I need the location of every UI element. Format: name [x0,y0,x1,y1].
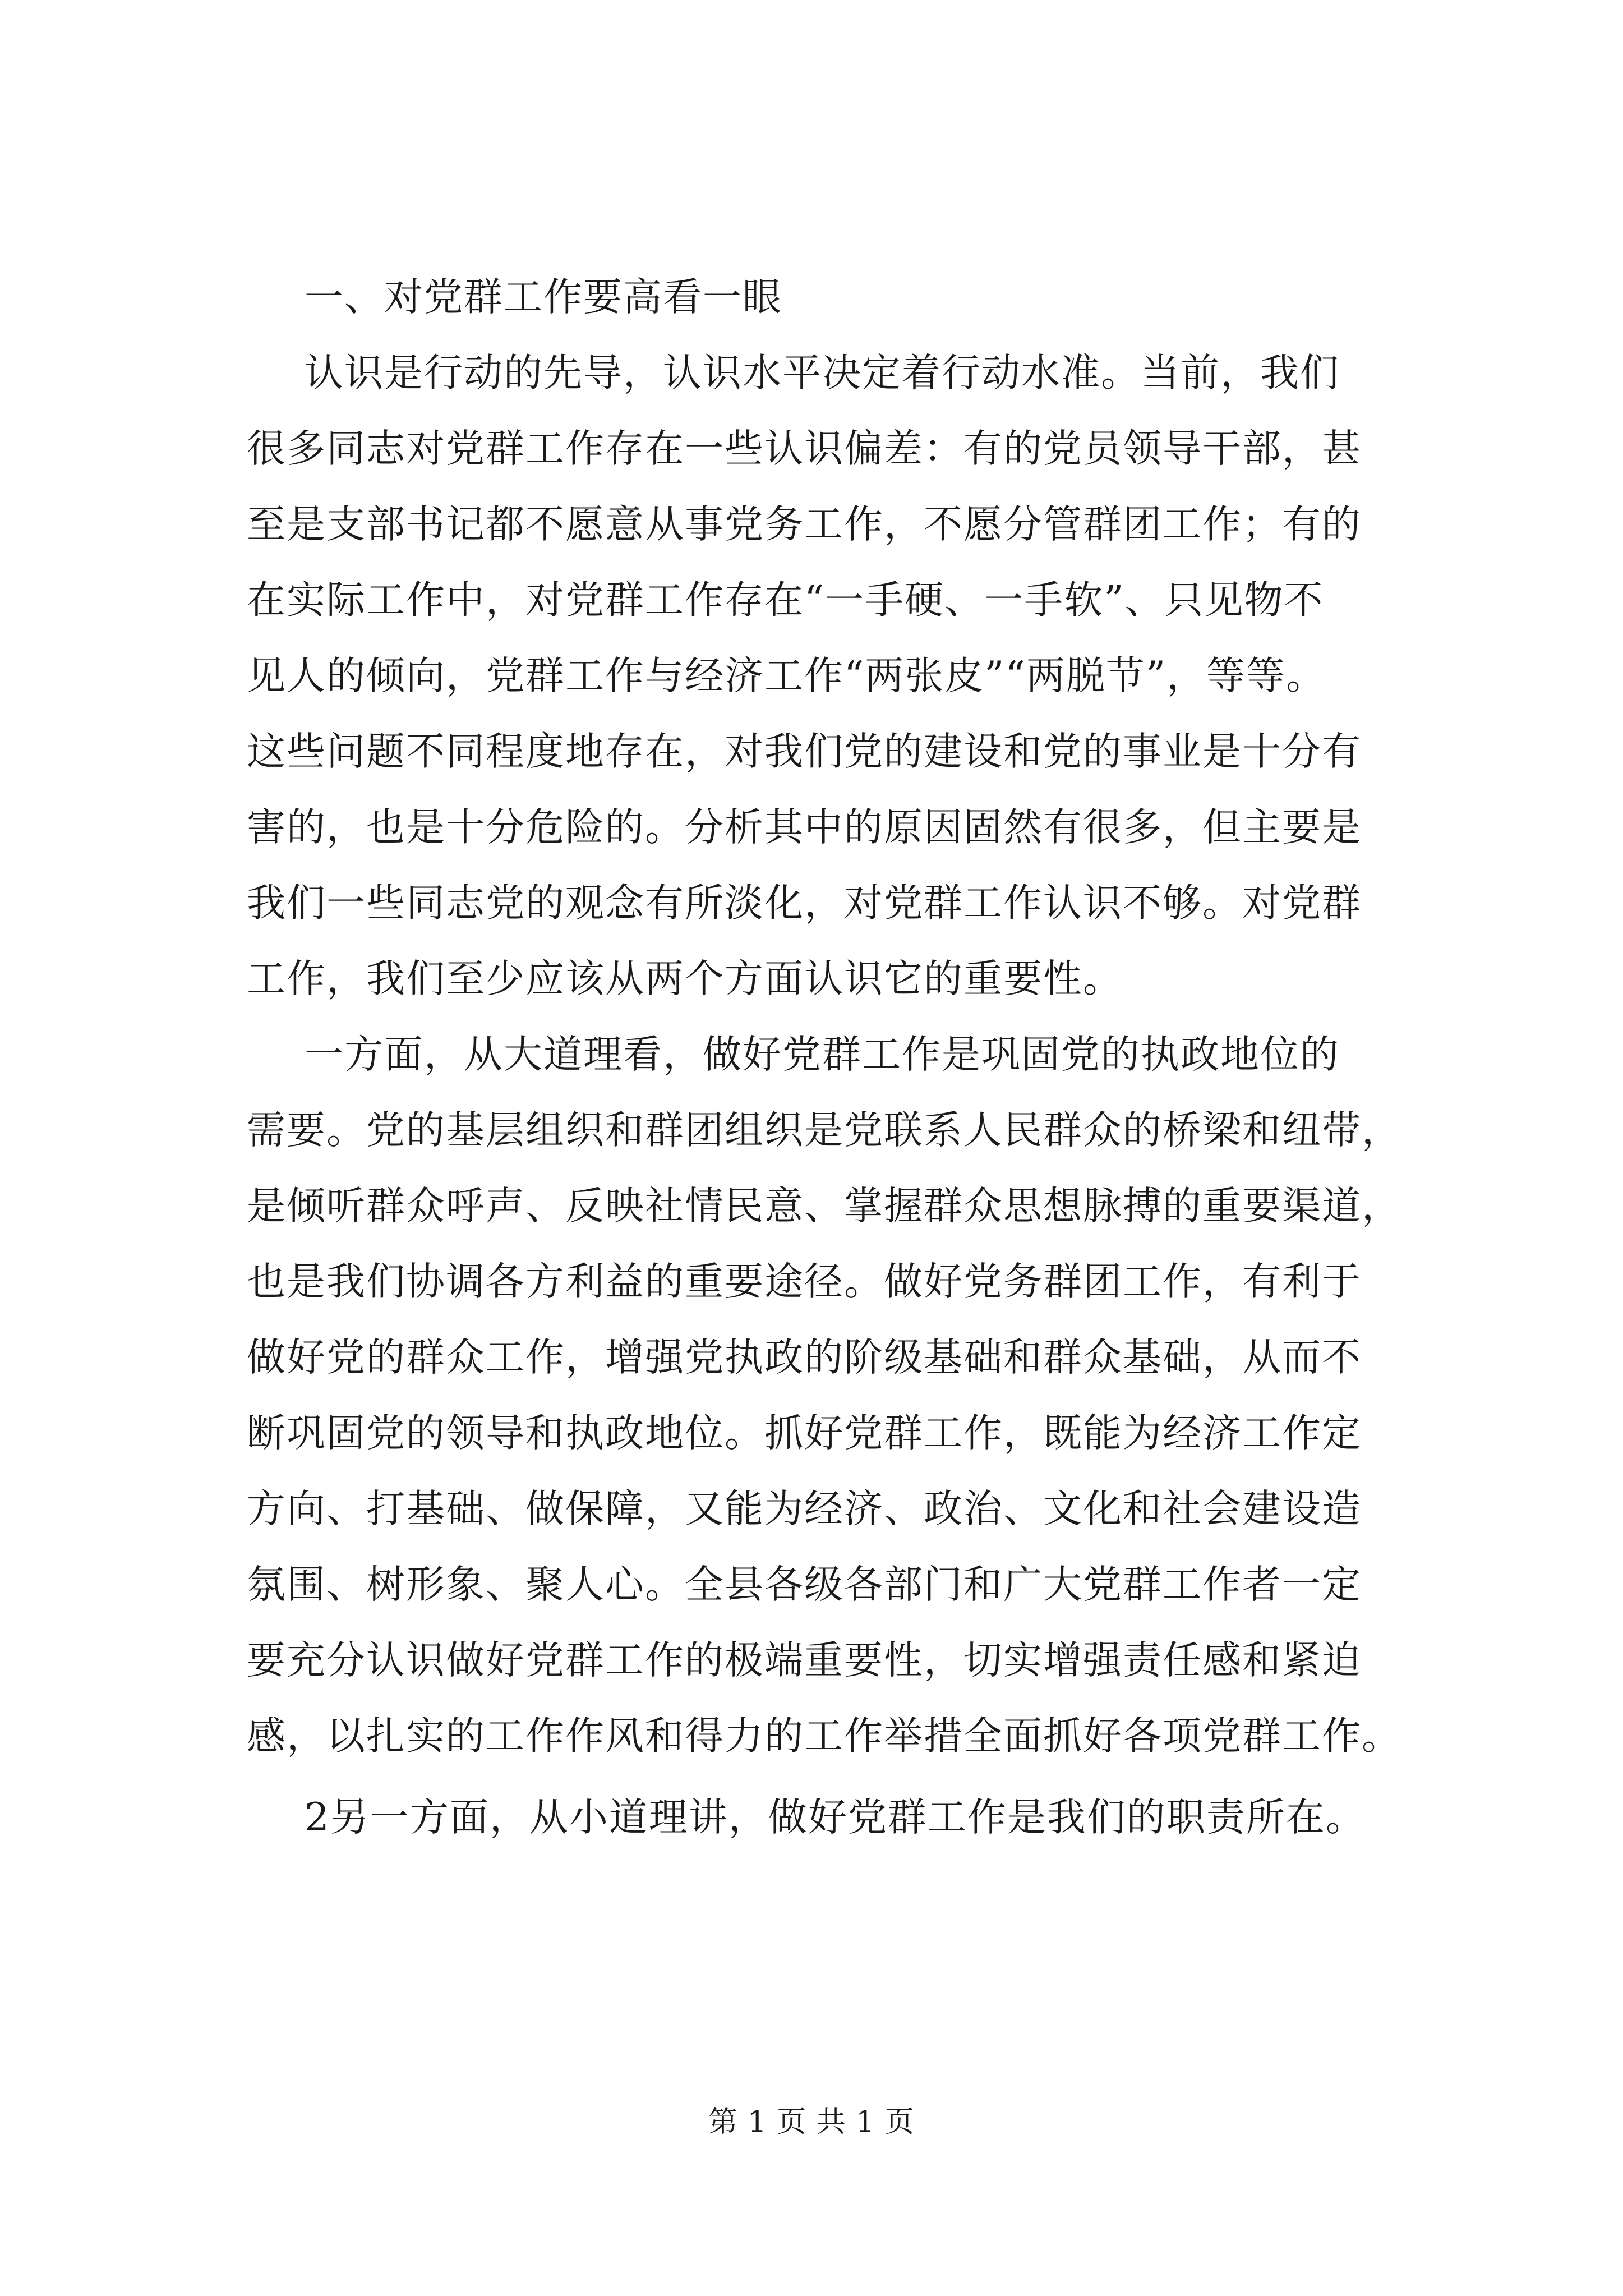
paragraph-line: 认识是行动的先导，认识水平决定着行动水准。当前，我们 [305,351,1340,395]
paragraph-line: 这些问题不同程度地存在，对我们党的建设和党的事业是十分有 [247,729,1362,774]
paragraph-line: 一方面，从大道理看，做好党群工作是巩固党的执政地位的 [305,1032,1340,1077]
paragraph-line: 氛围、树形象、聚人心。全县各级各部门和广大党群工作者一定 [247,1562,1362,1607]
paragraph-line: 需要。党的基层组织和群团组织是党联系人民群众的桥梁和纽带， [247,1108,1401,1153]
paragraph-line: 很多同志对党群工作存在一些认识偏差：有的党员领导干部，甚 [247,426,1362,471]
paragraph-line: 至是支部书记都不愿意从事党务工作，不愿分管群团工作；有的 [247,502,1362,547]
paragraph-line: 害的，也是十分危险的。分析其中的原因固然有很多，但主要是 [247,805,1362,850]
paragraph-line: 见人的倾向，党群工作与经济工作“两张皮”“两脱节”，等等。 [247,654,1326,698]
paragraph-line: 2另一方面，从小道理讲，做好党群工作是我们的职责所在。 [305,1795,1366,1840]
section-heading: 一、对党群工作要高看一眼 [305,275,782,320]
paragraph-line: 感，以扎实的工作作风和得力的工作举措全面抓好各项党群工作。 [247,1714,1401,1759]
paragraph-line: 做好党的群众工作，增强党执政的阶级基础和群众基础，从而不 [247,1335,1362,1380]
paragraph-line: 要充分认识做好党群工作的极端重要性，切实增强责任感和紧迫 [247,1638,1362,1683]
paragraph-line: 在实际工作中，对党群工作存在“一手硬、一手软”、只见物不 [247,578,1324,623]
paragraph-line: 我们一些同志党的观念有所淡化，对党群工作认识不够。对党群 [247,881,1362,926]
paragraph-line: 也是我们协调各方利益的重要途径。做好党务群团工作，有利于 [247,1259,1362,1304]
paragraph-line: 是倾听群众呼声、反映社情民意、掌握群众思想脉搏的重要渠道， [247,1184,1401,1228]
paragraph-line: 工作，我们至少应该从两个方面认识它的重要性。 [247,956,1123,1001]
page-footer: 第 1 页 共 1 页 [708,2105,915,2139]
paragraph-line: 断巩固党的领导和执政地位。抓好党群工作，既能为经济工作定 [247,1411,1362,1456]
paragraph-line: 方向、打基础、做保障，又能为经济、政治、文化和社会建设造 [247,1487,1362,1531]
